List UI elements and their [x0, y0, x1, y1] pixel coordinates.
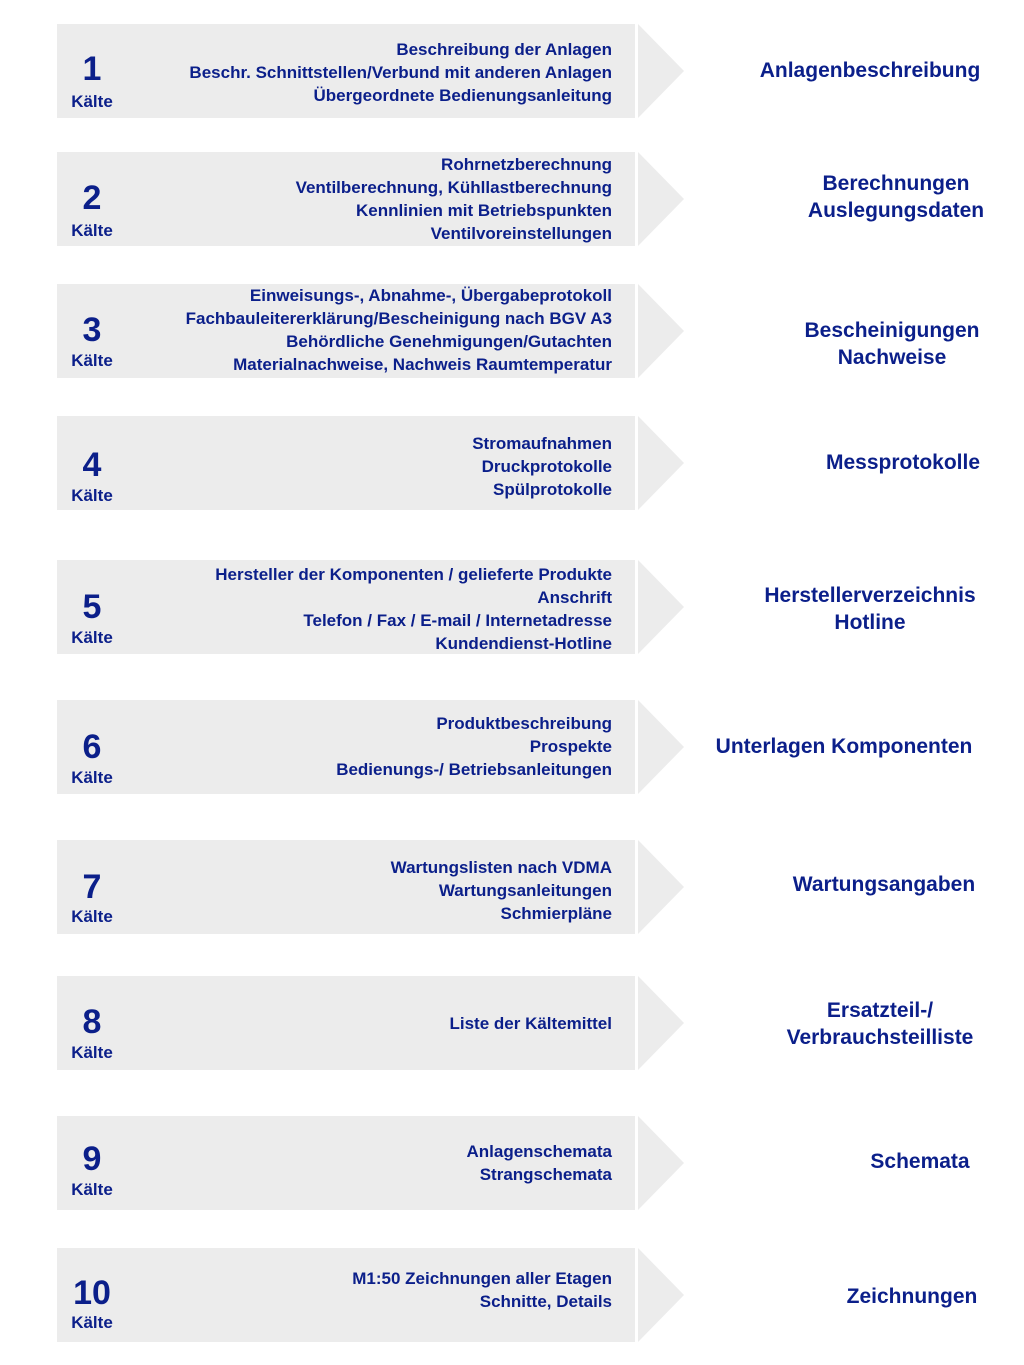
category-2-item: Kennlinien mit Betriebspunkten — [356, 201, 612, 220]
category-5-item: Telefon / Fax / E-mail / Internetadresse — [303, 611, 612, 630]
category-5-title — [764, 582, 975, 636]
category-10-number: 10 — [73, 1274, 111, 1312]
category-5-item: Anschrift — [537, 588, 612, 607]
category-4-title — [826, 449, 980, 476]
category-4-item: Spülprotokolle — [493, 480, 612, 499]
category-3-unit-label: Kälte — [71, 351, 113, 370]
category-9-item: Anlagenschemata — [466, 1142, 612, 1161]
category-6-item: Prospekte — [529, 737, 612, 756]
category-7-unit-label: Kälte — [71, 907, 113, 926]
category-2-unit-label: Kälte — [71, 221, 113, 240]
category-4-arrow-icon — [638, 416, 684, 510]
category-5-item: Kundendienst-Hotline — [435, 634, 612, 653]
category-5-arrow-icon — [638, 560, 684, 654]
category-4-unit-label: Kälte — [71, 486, 113, 505]
category-10-unit-label: Kälte — [71, 1313, 113, 1332]
category-3-item: Behördliche Genehmigungen/Gutachten — [286, 332, 612, 351]
category-1-unit-label: Kälte — [71, 92, 113, 111]
category-9-unit-label: Kälte — [71, 1180, 113, 1199]
category-7-title — [793, 871, 975, 898]
category-7-item: Wartungslisten nach VDMA — [390, 858, 612, 877]
category-8-item: Liste der Kältemittel — [449, 1014, 612, 1033]
category-3-title-line: Nachweise — [837, 346, 947, 369]
category-5-title-line: Herstellerverzeichnis — [764, 584, 976, 607]
category-6-item-list — [336, 712, 612, 781]
category-2-title-line: Berechnungen — [822, 172, 970, 195]
category-3-title — [804, 317, 979, 371]
category-3-item: Fachbauleitererklärung/Bescheinigung nach BGV A3 — [185, 309, 612, 328]
category-10-item: M1:50 Zeichnungen aller Etagen — [352, 1269, 612, 1288]
category-10-title — [847, 1283, 978, 1310]
category-10-item: Schnitte, Details — [479, 1292, 612, 1311]
category-7-item: Schmierpläne — [500, 904, 612, 923]
category-9-item-list — [467, 1140, 613, 1186]
category-2-item-list — [296, 153, 612, 245]
category-4-item-list — [472, 432, 612, 501]
category-8-title-line: Verbrauchsteilliste — [786, 1026, 974, 1049]
category-3-number: 3 — [82, 311, 102, 349]
category-9-arrow-icon — [638, 1116, 684, 1210]
category-9-title — [870, 1148, 969, 1175]
category-7-arrow-icon — [638, 840, 684, 934]
category-3-item: Einweisungs-, Abnahme-, Übergabeprotokoll — [249, 286, 612, 305]
category-6-item: Bedienungs-/ Betriebsanleitungen — [336, 760, 612, 779]
category-8-number: 8 — [82, 1003, 102, 1041]
category-2-item: Rohrnetzberechnung — [441, 155, 612, 174]
category-5-number: 5 — [82, 588, 102, 626]
category-1-item: Beschr. Schnittstellen/Verbund mit anderen Anlagen — [189, 63, 612, 82]
category-2-title-line: Auslegungsdaten — [807, 199, 985, 222]
category-6-item: Produktbeschreibung — [436, 714, 612, 733]
category-8-title-line: Ersatzteil-/ — [826, 999, 934, 1022]
category-4-item: Stromaufnahmen — [472, 434, 612, 453]
category-9-title-line: Schemata — [870, 1150, 970, 1173]
category-9-number: 9 — [82, 1140, 102, 1178]
category-4-number: 4 — [82, 446, 102, 484]
category-1-item-list — [189, 38, 612, 107]
category-4-title-line: Messprotokolle — [825, 451, 981, 474]
category-3-item-list — [186, 284, 612, 376]
category-7-title-line: Wartungsangaben — [792, 873, 976, 896]
category-8-arrow-icon — [638, 976, 684, 1070]
category-2-title — [808, 170, 984, 224]
category-10-item-list — [352, 1267, 612, 1313]
category-1-item: Beschreibung der Anlagen — [396, 40, 612, 59]
category-8-title — [787, 997, 974, 1051]
category-5-title-line: Hotline — [834, 611, 906, 634]
category-6-title — [716, 733, 973, 760]
category-5-item: Hersteller der Komponenten / gelieferte Produkte — [215, 565, 612, 584]
category-5-item-list — [215, 563, 612, 655]
category-1-arrow-icon — [638, 24, 684, 118]
category-1-number: 1 — [82, 50, 102, 88]
category-6-unit-label: Kälte — [71, 768, 113, 787]
category-2-item: Ventilberechnung, Kühllastberechnung — [295, 178, 612, 197]
category-2-arrow-icon — [638, 152, 684, 246]
category-1-item: Übergeordnete Bedienungsanleitung — [313, 86, 612, 105]
category-7-item: Wartungsanleitungen — [438, 881, 612, 900]
category-10-title-line: Zeichnungen — [846, 1285, 978, 1308]
category-5-unit-label: Kälte — [71, 628, 113, 647]
category-6-number: 6 — [82, 728, 102, 766]
category-1-title — [760, 57, 981, 84]
category-1-title-line: Anlagenbeschreibung — [759, 59, 981, 82]
category-7-item-list — [391, 856, 612, 925]
category-10-arrow-icon — [638, 1248, 684, 1342]
category-8-unit-label: Kälte — [71, 1043, 113, 1062]
category-6-arrow-icon — [638, 700, 684, 794]
category-2-number: 2 — [82, 179, 102, 217]
category-9-item: Strangschemata — [479, 1165, 612, 1184]
category-3-title-line: Bescheinigungen — [804, 319, 980, 342]
category-6-title-line: Unterlagen Komponenten — [715, 735, 973, 758]
category-3-item: Materialnachweise, Nachweis Raumtemperatur — [233, 355, 612, 374]
category-7-number: 7 — [82, 868, 102, 906]
category-3-arrow-icon — [638, 284, 684, 378]
category-4-item: Druckprotokolle — [481, 457, 612, 476]
category-8-item-list — [450, 1012, 613, 1035]
category-2-item: Ventilvoreinstellungen — [430, 224, 612, 243]
